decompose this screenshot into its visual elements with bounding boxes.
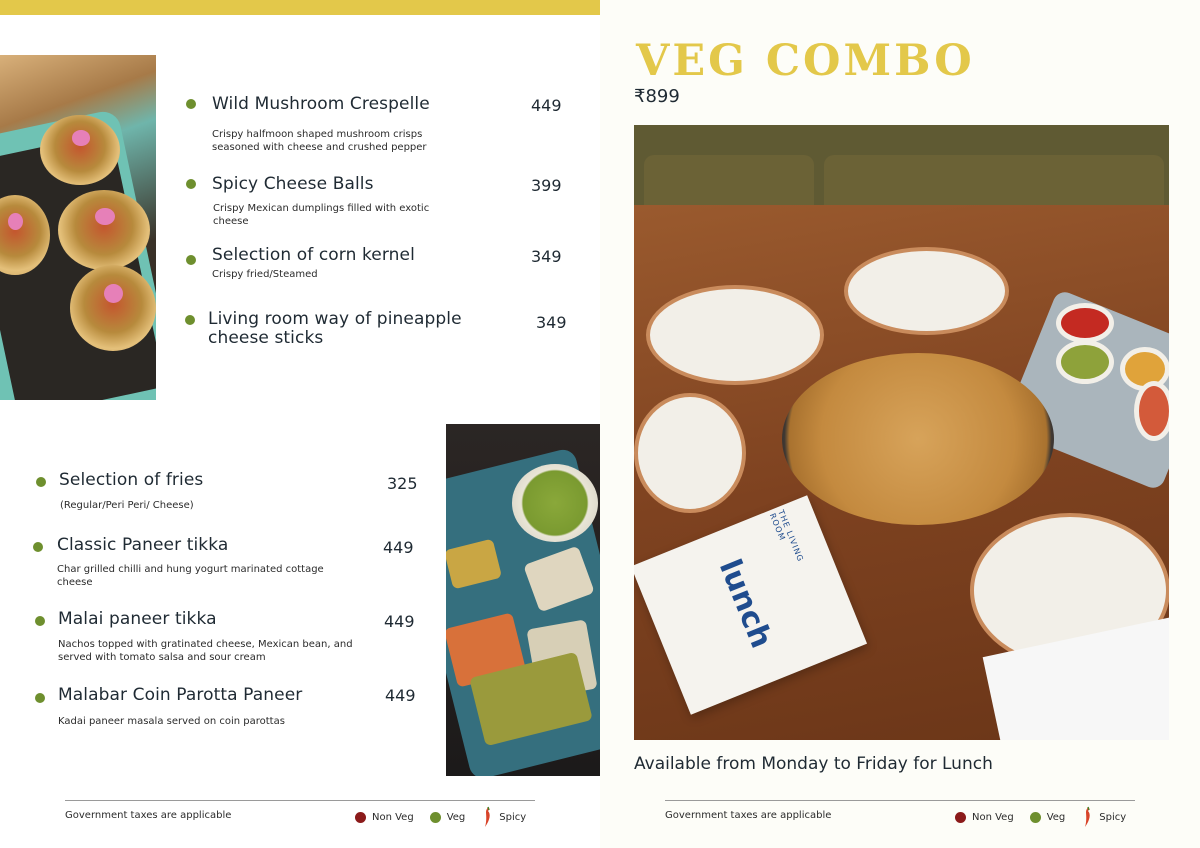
item-price: 325 xyxy=(387,474,418,493)
paneer-tikka-photo xyxy=(446,424,600,776)
item-name: Selection of fries xyxy=(59,470,204,490)
legend-veg: Veg xyxy=(1046,811,1066,823)
item-name: Selection of corn kernel xyxy=(212,245,415,265)
veg-dot-icon xyxy=(186,99,196,109)
pizza xyxy=(782,353,1054,525)
availability-note: Available from Monday to Friday for Lunch xyxy=(634,754,993,774)
diet-legend xyxy=(955,806,1136,828)
salad-bowl xyxy=(1134,381,1169,441)
chili-icon xyxy=(1081,806,1093,828)
veg-dot-icon xyxy=(35,693,45,703)
legend-spicy: Spicy xyxy=(499,811,527,823)
item-name: Classic Paneer tikka xyxy=(57,535,229,555)
tart-cup xyxy=(40,115,120,185)
item-description: Kadai paneer masala served on coin parottas xyxy=(58,716,285,727)
item-price: 349 xyxy=(531,247,562,266)
item-description: (Regular/Peri Peri/ Cheese) xyxy=(60,500,194,511)
non-veg-dot-icon xyxy=(355,812,366,823)
diet-legend xyxy=(355,806,536,828)
item-price: 349 xyxy=(536,313,567,332)
combo-photo xyxy=(634,125,1169,740)
legend-non-veg: Non Veg xyxy=(372,811,414,823)
footer-divider xyxy=(65,800,535,801)
item-name: Malai paneer tikka xyxy=(58,609,217,629)
tax-note: Government taxes are applicable xyxy=(65,810,232,821)
veg-dot-icon xyxy=(186,179,196,189)
combo-title: VEG COMBO xyxy=(636,36,975,86)
legend-spicy: Spicy xyxy=(1099,811,1127,823)
veg-dot-icon xyxy=(36,477,46,487)
tart-cup xyxy=(58,190,150,270)
cutlet-plate xyxy=(634,393,746,513)
footer-divider xyxy=(665,800,1135,801)
non-veg-dot-icon xyxy=(955,812,966,823)
item-name: Wild Mushroom Crespelle xyxy=(212,94,430,114)
roll-plate xyxy=(844,247,1009,335)
veg-dot-icon xyxy=(185,315,195,325)
tart-cup xyxy=(70,265,156,351)
veg-dot-icon xyxy=(35,616,45,626)
chutney-bowl xyxy=(512,464,598,542)
item-name: Spicy Cheese Balls xyxy=(212,174,374,194)
legend-non-veg: Non Veg xyxy=(972,811,1014,823)
item-description: Char grilled chilli and hung yogurt marinated cottage cheese xyxy=(57,564,324,588)
legend-veg: Veg xyxy=(446,811,466,823)
combo-price: ₹899 xyxy=(634,86,680,107)
veg-dot-icon xyxy=(430,812,441,823)
red-dip xyxy=(1056,303,1114,343)
item-price: 399 xyxy=(531,176,562,195)
green-dip xyxy=(1056,340,1114,384)
tax-note: Government taxes are applicable xyxy=(665,810,832,821)
veg-dot-icon xyxy=(1030,812,1041,823)
item-description: Nachos topped with gratinated cheese, Mexican bean, and served with tomato salsa and sour cream xyxy=(58,639,353,663)
item-price: 449 xyxy=(383,538,414,557)
item-description: Crispy halfmoon shaped mushroom crisps seasoned with cheese and crushed pepper xyxy=(212,129,427,153)
top-accent-bar xyxy=(0,0,600,15)
appetizer-photo xyxy=(0,55,156,400)
samosa-plate xyxy=(646,285,824,385)
veg-dot-icon xyxy=(33,542,43,552)
item-price: 449 xyxy=(385,686,416,705)
item-price: 449 xyxy=(384,612,415,631)
menu-card-word: lunch xyxy=(711,554,779,654)
item-name: Living room way of pineapple cheese sticks xyxy=(208,309,462,348)
item-description: Crispy Mexican dumplings filled with exotic cheese xyxy=(213,203,430,227)
item-name: Malabar Coin Parotta Paneer xyxy=(58,685,303,705)
veg-dot-icon xyxy=(186,255,196,265)
chili-icon xyxy=(481,806,493,828)
menu-card-brand: THE LIVING ROOM xyxy=(767,508,806,564)
item-description: Crispy fried/Steamed xyxy=(212,269,318,280)
item-price: 449 xyxy=(531,96,562,115)
